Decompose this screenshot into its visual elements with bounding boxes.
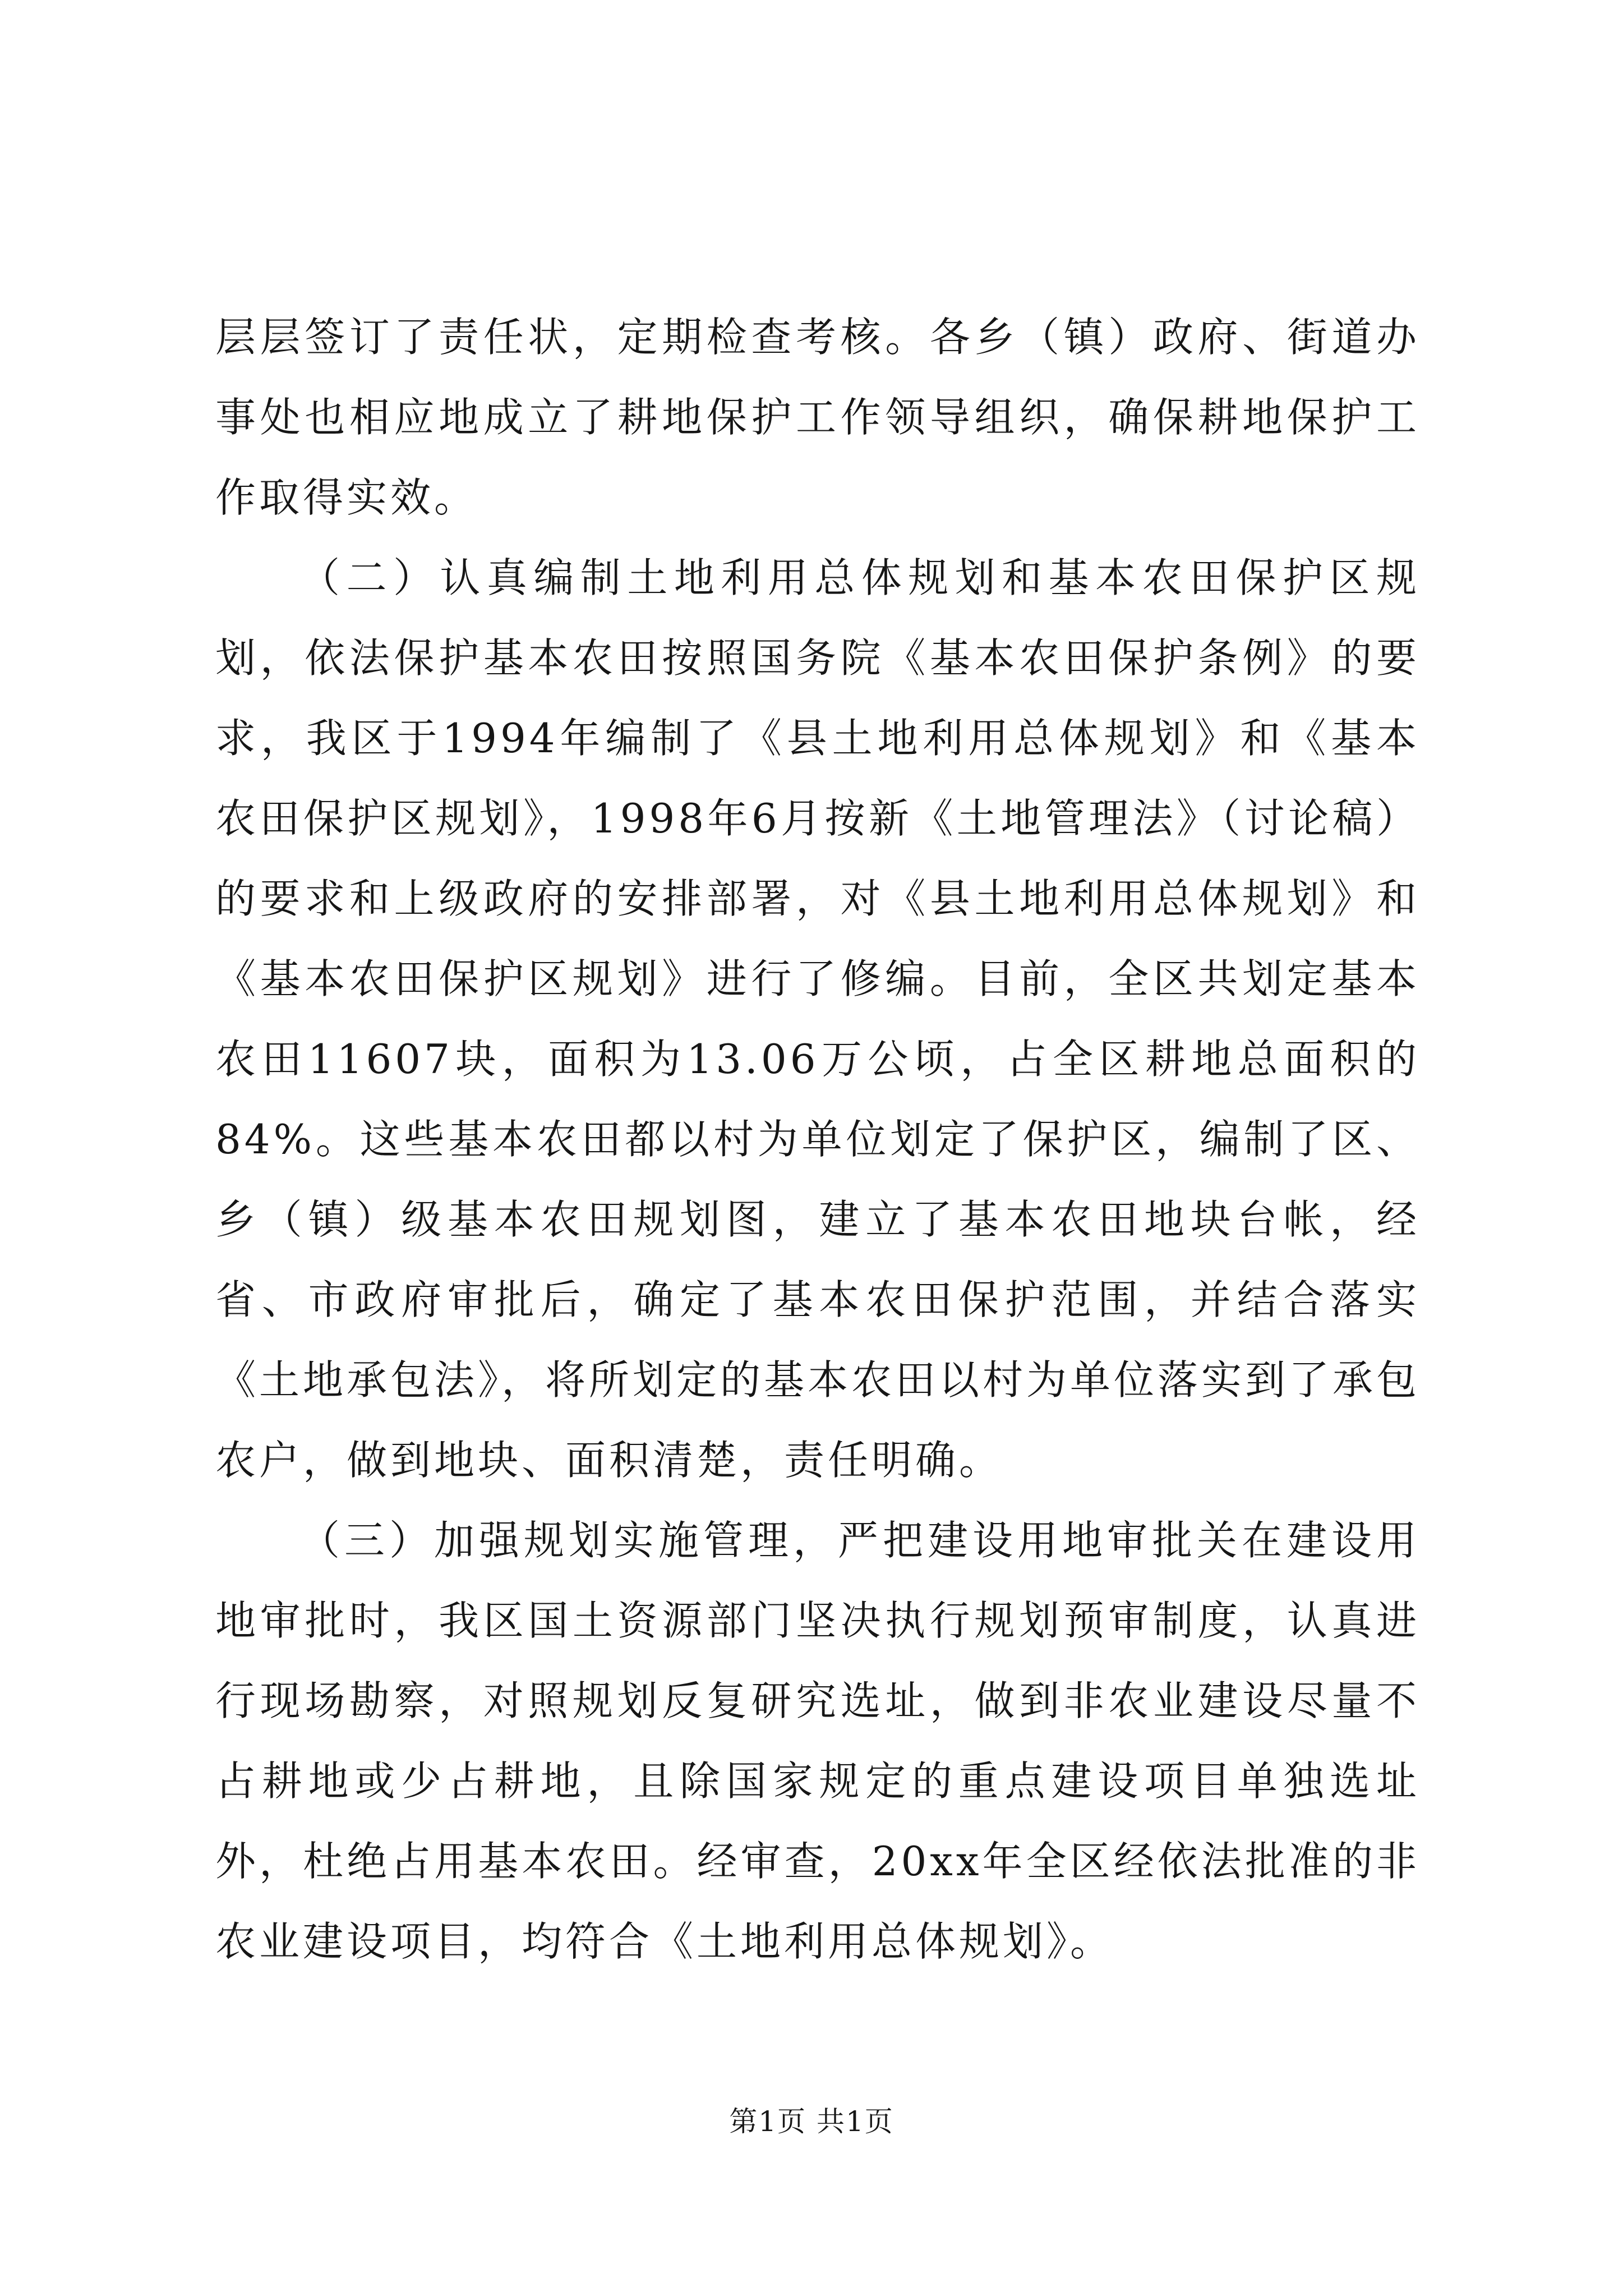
paragraph-continuation: 层层签订了责任状，定期检查考核。各乡（镇）政府、街道办事处也相应地成立了耕地保护工作领导组织，确保耕地保护工作取得实效。 (215, 314, 1420, 521)
document-body (215, 297, 1420, 1982)
page-number-footer: 第1页 共1页 (729, 2105, 894, 2138)
paragraph-section-two: （二）认真编制土地利用总体规划和基本农田保护区规划，依法保护基本农田按照国务院《基本农田保护条例》的要求，我区于1994年编制了《县土地利用总体规划》和《基本农田保护区规划》，1998年6月按新《土地管理法》（讨论稿）的要求和上级政府的安排部署，对《县土地利用总体规划》和《基本农田保护区规划》进行了修编。目前，全区共划定基本农田11607块，面积为13.06万公顷，占全区耕地总面积的84%。这些基本农田都以村为单位划定了保护区，编制了区、乡（镇）级基本农田规划图，建立了基本农田地块台帐，经省、市政府审批后，确定了基本农田保护范围，并结合落实《土地承包法》，将所划定的基本农田以村为单位落实到了承包农户，做到地块、面积清楚，责任明确。 (215, 554, 1421, 1484)
paragraph-section-three: （三）加强规划实施管理，严把建设用地审批关在建设用地审批时，我区国土资源部门坚决执行规划预审制度，认真进行现场勘察，对照规划反复研究选址，做到非农业建设尽量不占耕地或少占耕地，且除国家规定的重点建设项目单独选址外，杜绝占用基本农田。经审查，20xx年全区经依法批准的非农业建设项目，均符合《土地利用总体规划》。 (215, 1517, 1420, 1965)
